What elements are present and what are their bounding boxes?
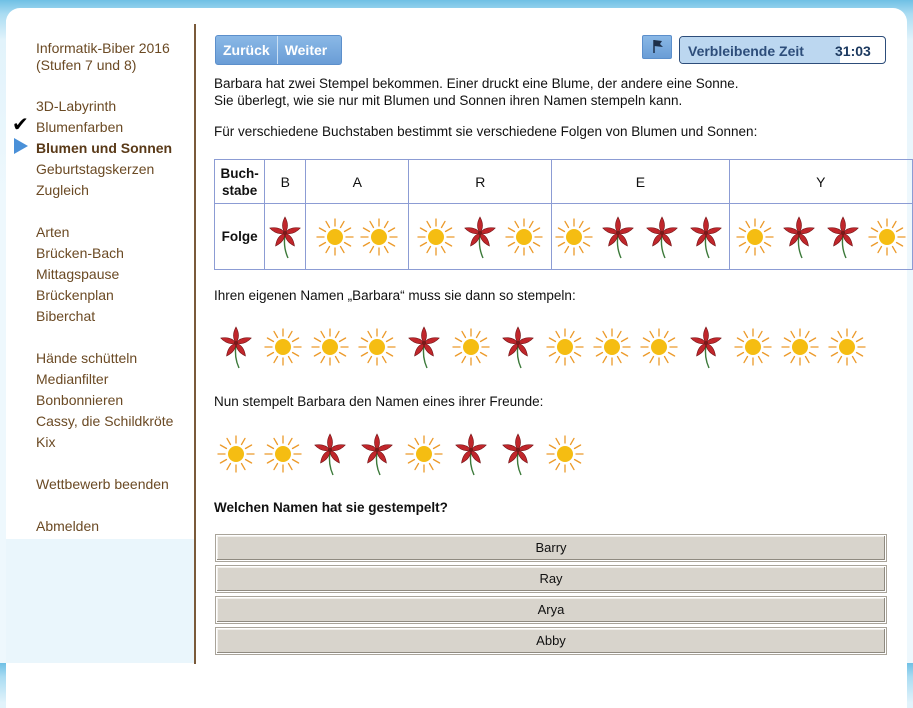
timer-label: Verbleibende Zeit: [688, 43, 804, 59]
sun-stamp-icon: [780, 325, 820, 369]
sun-stamp-icon: [592, 325, 632, 369]
sun-stamp-icon: [416, 215, 456, 259]
flower-stamp-icon: [498, 325, 538, 369]
flower-stamp-icon: [404, 325, 444, 369]
sun-stamp-icon: [451, 325, 491, 369]
sidebar-item-bruecken-bach[interactable]: Brücken-Bach: [36, 245, 124, 261]
sun-stamp-icon: [545, 325, 585, 369]
flower-stamp-icon: [642, 215, 682, 259]
flower-stamp-icon: [498, 432, 538, 476]
flower-stamp-icon: [598, 215, 638, 259]
flower-stamp-icon: [823, 215, 863, 259]
answer-button-barry[interactable]: Barry: [216, 535, 886, 561]
sun-stamp-icon: [359, 215, 399, 259]
table-header-sequence: Folge: [215, 204, 265, 270]
logout-link[interactable]: Abmelden: [36, 518, 100, 534]
sequence-cell: [729, 204, 912, 270]
flower-stamp-icon: [310, 432, 350, 476]
sequence-cell: [265, 204, 306, 270]
sequence-stamps: [730, 205, 912, 269]
sun-stamp-icon: [315, 215, 355, 259]
flower-stamp-icon: [451, 432, 491, 476]
sequence-stamps: [552, 205, 728, 269]
sequence-stamps: [265, 205, 305, 269]
contest-title: Informatik-Biber 2016: [36, 40, 170, 56]
sun-stamp-icon: [867, 215, 907, 259]
friend-stamp-row: [216, 432, 585, 476]
sun-stamp-icon: [310, 325, 350, 369]
contest-subtitle: (Stufen 7 und 8): [36, 57, 137, 73]
flower-stamp-icon: [216, 325, 256, 369]
barbara-stamp-row: [216, 325, 867, 369]
sun-stamp-icon: [554, 215, 594, 259]
flower-stamp-icon: [265, 215, 305, 259]
answer-button-arya[interactable]: Arya: [216, 597, 886, 623]
table-header-letter-line2: stabe: [221, 182, 258, 198]
sequence-cell: [409, 204, 552, 270]
table-header-letter-line1: Buch-: [220, 165, 259, 181]
sidebar-item-mittagspause[interactable]: Mittagspause: [36, 266, 120, 282]
sidebar-item-kix[interactable]: Kix: [36, 434, 56, 450]
answer-button-ray[interactable]: Ray: [216, 566, 886, 592]
flower-stamp-icon: [779, 215, 819, 259]
flower-stamp-icon: [686, 215, 726, 259]
sun-stamp-icon: [216, 432, 256, 476]
sun-stamp-icon: [733, 325, 773, 369]
sun-stamp-icon: [357, 325, 397, 369]
timer-value: 31:03: [835, 43, 871, 59]
flag-icon: [643, 36, 671, 58]
task-intro-line1: Barbara hat zwei Stempel bekommen. Einer druckt eine Blume, der andere eine Sonne.: [214, 76, 739, 91]
flower-stamp-icon: [460, 215, 500, 259]
sequence-cell: [552, 204, 729, 270]
flower-stamp-icon: [686, 325, 726, 369]
table-intro: Für verschiedene Buchstaben bestimmt sie verschiedene Folgen von Blumen und Sonnen:: [214, 124, 758, 139]
letter-cell: A: [306, 160, 409, 204]
name-intro: Ihren eigenen Namen „Barbara“ muss sie dann so stempeln:: [214, 288, 576, 303]
letter-cell: B: [265, 160, 306, 204]
friend-intro: Nun stempelt Barbara den Namen eines ihrer Freunde:: [214, 394, 544, 409]
letter-cell: E: [552, 160, 729, 204]
question: Welchen Namen hat sie gestempelt?: [214, 500, 448, 515]
letter-cell: Y: [729, 160, 912, 204]
letter-cell: R: [409, 160, 552, 204]
sidebar-item-cassy[interactable]: Cassy, die Schildkröte: [36, 413, 174, 429]
end-contest-link[interactable]: Wettbewerb beenden: [36, 476, 169, 492]
sun-stamp-icon: [735, 215, 775, 259]
task-navigation: [215, 35, 342, 65]
sidebar-footer-area: [6, 539, 194, 663]
sun-stamp-icon: [263, 325, 303, 369]
next-button[interactable]: Weiter: [284, 42, 328, 58]
sun-stamp-icon: [545, 432, 585, 476]
task-intro-line2: Sie überlegt, wie sie nur mit Blumen und Sonnen ihren Namen stempeln kann.: [214, 93, 683, 108]
sidebar-item-arten[interactable]: Arten: [36, 224, 70, 240]
sidebar-item-medianfilter[interactable]: Medianfilter: [36, 371, 109, 387]
back-button[interactable]: Zurück: [223, 42, 270, 58]
sidebar-item-biberchat[interactable]: Biberchat: [36, 308, 96, 324]
timer: [679, 36, 886, 64]
table-header-letter: [215, 160, 265, 204]
sidebar-item-zugleich[interactable]: Zugleich: [36, 182, 89, 198]
sidebar-item-3d-labyrinth[interactable]: 3D-Labyrinth: [36, 98, 117, 114]
letter-table: [214, 159, 913, 270]
check-icon: ✔: [12, 114, 29, 136]
flower-stamp-icon: [357, 432, 397, 476]
flag-button[interactable]: [642, 35, 672, 59]
sidebar-item-blumenfarben[interactable]: Blumenfarben: [36, 119, 124, 135]
sun-stamp-icon: [504, 215, 544, 259]
sun-stamp-icon: [263, 432, 303, 476]
sidebar-item-blumen-und-sonnen[interactable]: Blumen und Sonnen: [36, 140, 173, 156]
sun-stamp-icon: [404, 432, 444, 476]
sidebar-divider: [194, 24, 196, 664]
sidebar-item-brueckenplan[interactable]: Brückenplan: [36, 287, 114, 303]
answer-button-abby[interactable]: Abby: [216, 628, 886, 654]
sequence-cell: [306, 204, 409, 270]
sequence-stamps: [306, 205, 408, 269]
arrow-right-icon: [14, 138, 28, 154]
sequence-stamps: [409, 205, 551, 269]
sidebar-item-haende-schuetteln[interactable]: Hände schütteln: [36, 350, 138, 366]
sidebar-item-bonbonnieren[interactable]: Bonbonnieren: [36, 392, 124, 408]
sidebar-item-geburtstagskerzen[interactable]: Geburtstagskerzen: [36, 161, 155, 177]
sun-stamp-icon: [639, 325, 679, 369]
sun-stamp-icon: [827, 325, 867, 369]
